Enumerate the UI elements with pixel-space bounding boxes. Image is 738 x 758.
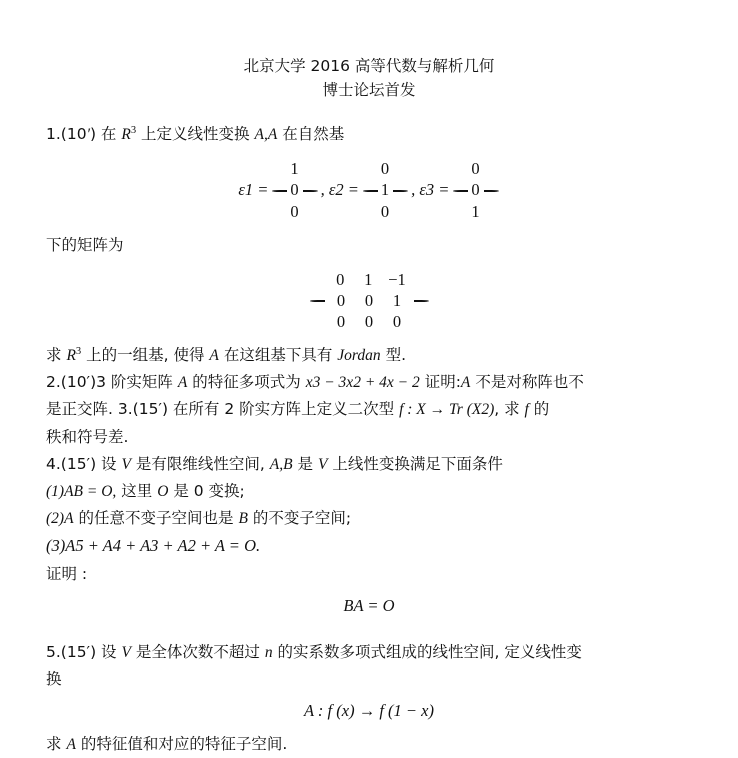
- title-line-2: 博士论坛首发: [322, 81, 416, 100]
- document-title: [0, 54, 738, 102]
- problem-2-polynomial: x3 − 3x2 + 4x − 2: [305, 374, 420, 392]
- condition-3-math: (3)A5 + A4 + A3 + A2 + A = O.: [46, 535, 261, 555]
- problem-5-tail: [46, 732, 692, 757]
- problem-1-number: 1.(10: [46, 125, 87, 144]
- problem-3-symbol-f: f: [524, 401, 529, 419]
- condition-2-text2: 的不变子空间;: [252, 508, 352, 527]
- problem-1-tail-jordan: Jordan: [337, 347, 381, 365]
- problem-1-lead: [46, 122, 692, 147]
- problem-4-conclusion-display: [46, 593, 692, 620]
- problem-1-matrix: 0 1 −1 0 0 1 0 0 0: [336, 269, 406, 331]
- problem-5-seg2: 是全体次数不超过: [135, 642, 260, 661]
- problem-4-symbol-V: V: [121, 455, 131, 473]
- problem-2-line-1: [46, 370, 692, 395]
- problem-3-seg1: 3.(15′) 在所有 2 阶实方阵上定义二次型: [117, 400, 395, 419]
- problem-1-lead-tail2: 上定义线性变换: [141, 125, 250, 144]
- problem-1-tail-part2: 上的一组基, 使得: [86, 346, 205, 365]
- problem-4-condition-1: [46, 479, 692, 504]
- epsilon-2-label: , ε2 =: [320, 179, 359, 199]
- epsilon-1-label: ε1 =: [238, 179, 269, 199]
- basis-vector-group: [238, 157, 499, 222]
- problem-5-tail-seg2: 的特征值和对应的特征子空间.: [80, 735, 288, 754]
- problem-4-condition-2: [46, 506, 692, 531]
- problem-2-symbol-A2: A: [460, 374, 471, 392]
- problem-1-lead-tail: ) 在: [89, 125, 117, 144]
- problem-4-seg2: 是有限维线性空间,: [135, 454, 265, 473]
- epsilon-3-values: 0 0 1: [471, 159, 480, 221]
- problem-1-lead-tail3: 在自然基: [282, 125, 345, 144]
- problem-4-symbol-AB: A,B: [269, 455, 293, 473]
- problem-4-condition-3: [46, 533, 692, 560]
- problem-3-formula: f : X → Tr (X2): [399, 401, 495, 419]
- epsilon-2-values: 0 1 0: [380, 159, 390, 221]
- problem-3-seg3: 的: [533, 400, 550, 419]
- title-line-1: 北京大学 2016 高等代数与解析几何: [243, 57, 495, 75]
- problem-4-conclusion: BA = O: [343, 595, 395, 615]
- problem-1-matrix-display: [46, 268, 692, 333]
- problem-1-tail-part1: 求: [46, 346, 62, 365]
- problem-1-basis-display: [46, 157, 692, 222]
- problem-4-seg3: 是: [297, 454, 314, 473]
- document-page: [0, 54, 738, 756]
- problem-3-seg2: , 求: [494, 400, 520, 419]
- problem-5-symbol-V: V: [121, 643, 131, 661]
- condition-1-text: 这里: [121, 481, 153, 500]
- problem-4-line-1: [46, 452, 692, 477]
- problem-1-symbol-R: $R^3$: [121, 125, 137, 144]
- condition-1-symbol-O: O: [157, 482, 169, 500]
- problem-5-formula: A : f (x) → f (1 − x): [304, 700, 434, 720]
- problem-5-symbol-n: n: [264, 643, 273, 661]
- document-body: [46, 122, 692, 758]
- epsilon-3-label: , ε3 =: [411, 179, 450, 199]
- epsilon-1-values: 1 0 0: [290, 159, 299, 221]
- condition-2-math: (2)A: [46, 509, 74, 527]
- problem-1-tail: [46, 343, 692, 368]
- problem-4-seg1: 4.(15′) 设: [46, 454, 117, 473]
- problem-2-seg2: 的特征多项式为: [192, 373, 301, 392]
- problem-2-symbol-A: A: [177, 374, 188, 392]
- problem-1-symbol-A: A,A: [254, 126, 278, 144]
- condition-2-text: 的任意不变子空间也是: [78, 508, 234, 527]
- problem-1-tail-A: A: [209, 347, 219, 365]
- problem-4-prove-label: 证明 :: [46, 564, 88, 583]
- matrix-group: [308, 268, 430, 333]
- problem-2-seg3: 证明:: [424, 373, 461, 392]
- condition-2-symbol-B: B: [238, 509, 248, 527]
- problem-4-seg4: 上线性变换满足下面条件: [332, 454, 503, 473]
- problem-1-tail-part3: 在这组基下具有: [223, 346, 333, 365]
- problem-5-seg3: 的实系数多项式组成的线性空间, 定义线性变: [277, 642, 582, 661]
- problem-2-line-2: [46, 397, 692, 422]
- problem-5-seg1: 5.(15′) 设: [46, 642, 117, 661]
- problem-1-tail-part4: 型.: [385, 346, 406, 365]
- problem-1-after-basis: 下的矩阵为: [46, 235, 124, 254]
- condition-1-text2: 是 0 变换;: [173, 481, 245, 500]
- problem-5-tail-seg1: 求: [46, 735, 62, 754]
- problem-2-seg1: 2.(10′)3 阶实矩阵: [46, 373, 173, 392]
- condition-1-math: (1)AB = O,: [46, 482, 117, 500]
- problem-4-symbol-V2: V: [317, 455, 328, 473]
- problem-2-seg4: 不是对称阵也不: [475, 373, 584, 392]
- problem-5-line-2: 换: [46, 669, 62, 688]
- problem-1-prime: ′: [86, 126, 90, 144]
- problem-2-line2-text: 是正交阵.: [46, 400, 113, 419]
- problem-3-line-2: 秩和符号差.: [46, 427, 129, 446]
- problem-5-tail-A: A: [66, 736, 76, 754]
- problem-5-line-1: [46, 640, 692, 665]
- problem-1-tail-R: $R^3$: [66, 346, 82, 365]
